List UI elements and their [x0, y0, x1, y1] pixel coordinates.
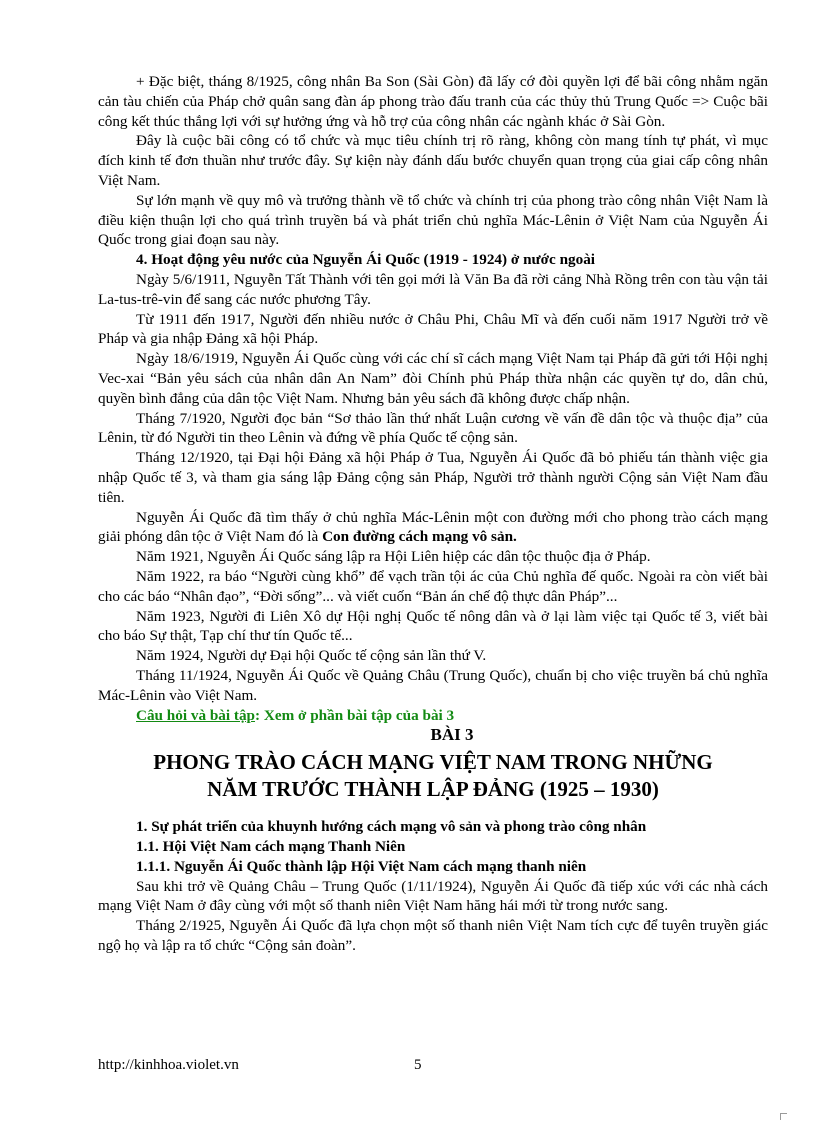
- paragraph-worker-movement: Sự lớn mạnh về quy mô và trưởng thành về tổ chức và chính trị của phong trào công nhân Việt Nam là điều kiện thuận lợi cho quá trình truyền bá và phát triển chủ nghĩa Mác-Lênin ở Việt Nam của Nguyễn Ái Quốc trong giai đoạn sau này.: [98, 191, 768, 249]
- heading-1: 1. Sự phát triển của khuynh hướng cách mạng vô sản và phong trào công nhân: [136, 818, 647, 836]
- questions-link[interactable]: Câu hỏi và bài tập: [136, 706, 256, 724]
- paragraph-1923: Năm 1923, Người đi Liên Xô dự Hội nghị Quốc tế nông dân và ở lại làm việc tại Quốc tế 3, viết bài cho báo Sự thật, Tạp chí thư tín Quốc tế...: [98, 607, 768, 645]
- paragraph-ba-son-strike: + Đặc biệt, tháng 8/1925, công nhân Ba Son (Sài Gòn) đã lấy cớ đòi quyền lợi để bãi công nhằm ngăn cản tàu chiến của Pháp chở quân sang đàn áp phong trào đấu tranh của các thủy thủ Trung Quốc => Cuộc bãi công kết thúc thắng lợi với sự hưởng ứng và hỗ trợ của công nhân các ngành khác ở Sài Gòn.: [98, 73, 768, 130]
- paragraph-return-guangzhou: Sau khi trở về Quảng Châu – Trung Quốc (1/11/1924), Nguyễn Ái Quốc đã tiếp xúc với các nhà cách mạng Việt Nam ở đây cùng với một số thanh niên Việt Nam hăng hái mới từ trong nước sang.: [98, 877, 768, 915]
- document-body: [98, 72, 768, 956]
- questions-line: [98, 706, 768, 726]
- questions-note: : Xem ở phần bài tập của bài 3: [255, 706, 455, 724]
- lesson-title-line-1: PHONG TRÀO CÁCH MẠNG VIỆT NAM TRONG NHỮNG: [153, 750, 713, 775]
- paragraph-1911-departure: Ngày 5/6/1911, Nguyễn Tất Thành với tên gọi mới là Văn Ba đã rời cảng Nhà Rồng trên con tàu vận tải La-tus-trê-vin để sang các nước phương Tây.: [98, 270, 768, 308]
- lesson-title: [98, 749, 768, 803]
- page-number: 5: [414, 1057, 422, 1073]
- heading-1-1-1: 1.1.1. Nguyễn Ái Quốc thành lập Hội Việt Nam cách mạng thanh niên: [136, 857, 587, 875]
- paragraph-1921: Năm 1921, Nguyễn Ái Quốc sáng lập ra Hội Liên hiệp các dân tộc thuộc địa ở Pháp.: [136, 548, 651, 566]
- paragraph-1922: Năm 1922, ra báo “Người cùng khổ” để vạch trần tội ác của Chủ nghĩa đế quốc. Ngoài ra còn viết bài cho các báo “Nhân đạo”, “Đời sống”... và viết cuốn “Bản án chế độ thực dân Pháp”...: [98, 567, 768, 605]
- page-corner-mark: [780, 1113, 787, 1120]
- heading-section-4: 4. Hoạt động yêu nước của Nguyễn Ái Quốc (1919 - 1924) ở nước ngoài: [136, 251, 596, 269]
- proletarian-path-emphasis: Con đường cách mạng vô sản.: [322, 528, 517, 546]
- paragraph-strike-significance: Đây là cuộc bãi công có tổ chức và mục tiêu chính trị rõ ràng, không còn mang tính tự phát, vì mục đích kinh tế đơn thuần như trước đây. Sự kiện này đánh dấu bước chuyển quan trọng của giai cấp công nhân Việt Nam.: [98, 132, 768, 189]
- paragraph-proletarian-path: [98, 508, 768, 548]
- footer-url[interactable]: http://kinhhoa.violet.vn: [98, 1057, 239, 1073]
- paragraph-communist-group: Tháng 2/1925, Nguyễn Ái Quốc đã lựa chọn một số thanh niên Việt Nam tích cực để tuyên truyền giác ngộ họ và lập ra tổ chức “Cộng sản đoàn”.: [98, 917, 768, 955]
- paragraph-1911-1917: Từ 1911 đến 1917, Người đến nhiều nước ở Châu Phi, Châu Mĩ và đến cuối năm 1917 Người trở về Pháp và gia nhập Đảng xã hội Pháp.: [98, 310, 768, 348]
- paragraph-1924: Năm 1924, Người dự Đại hội Quốc tế cộng sản lần thứ V.: [136, 647, 487, 665]
- lesson-number: BÀI 3: [430, 725, 474, 745]
- paragraph-1919-versailles: Ngày 18/6/1919, Nguyễn Ái Quốc cùng với các chí sĩ cách mạng Việt Nam tại Pháp đã gửi tới Hội nghị Vec-xai “Bản yêu sách của nhân dân An Nam” đòi Chính phủ Pháp thừa nhận các quyền tự do, dân chủ, quyền bình đẳng của dân tộc Việt Nam. Nhưng bản yêu sách đã không được chấp nhận.: [98, 350, 768, 407]
- lesson-title-line-2: NĂM TRƯỚC THÀNH LẬP ĐẢNG (1925 – 1930): [207, 777, 659, 802]
- heading-1-1: 1.1. Hội Việt Nam cách mạng Thanh Niên: [136, 838, 406, 856]
- paragraph-1924-guangzhou: Tháng 11/1924, Nguyễn Ái Quốc về Quảng Châu (Trung Quốc), chuẩn bị cho việc truyền bá chủ nghĩa Mác-Lênin vào Việt Nam.: [98, 666, 768, 704]
- proletarian-path-text: Nguyễn Ái Quốc đã tìm thấy ở chủ nghĩa Mác-Lênin một con đường mới cho phong trào cách mạng giải phóng dân tộc ở Việt Nam đó là: [98, 508, 768, 546]
- paragraph-1920-lenin-theses: Tháng 7/1920, Người đọc bản “Sơ thảo lần thứ nhất Luận cương về vấn đề dân tộc và thuộc địa” của Lênin, từ đó Người tin theo Lênin và đứng về phía Quốc tế cộng sản.: [98, 409, 768, 447]
- paragraph-1920-tours-congress: Tháng 12/1920, tại Đại hội Đảng xã hội Pháp ở Tua, Nguyễn Ái Quốc đã bỏ phiếu tán thành việc gia nhập Quốc tế 3, và tham gia sáng lập Đảng cộng sản Pháp, Người trở thành người Cộng sản Việt Nam đầu tiên.: [98, 449, 768, 506]
